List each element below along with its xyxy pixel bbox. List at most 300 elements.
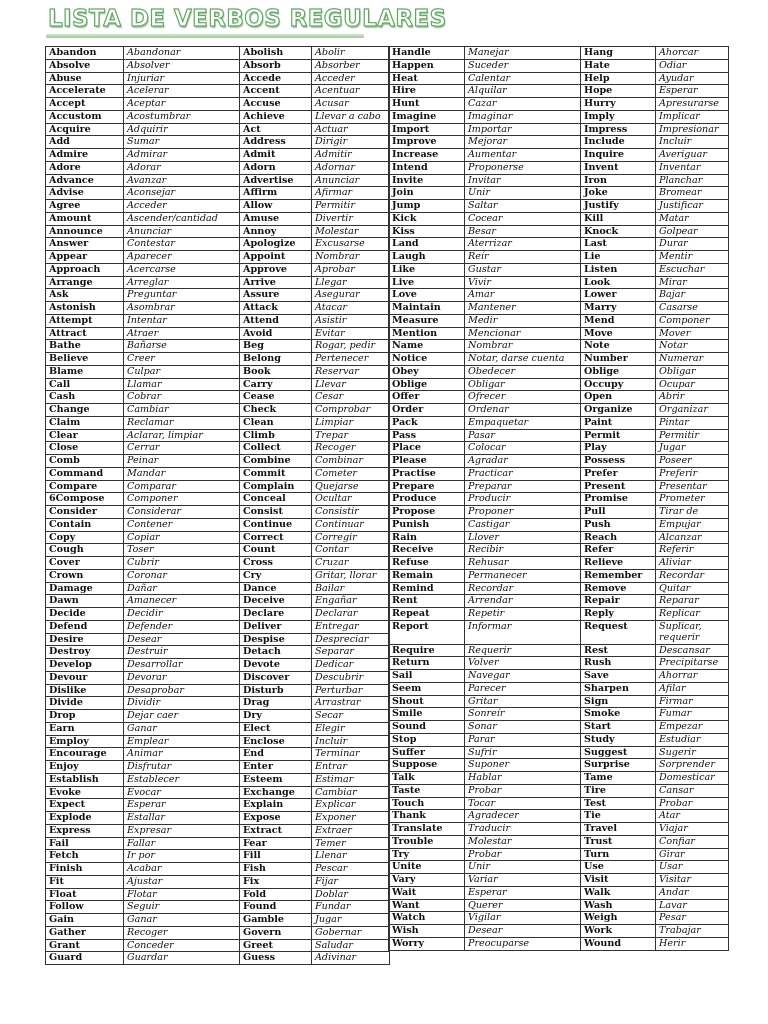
spanish-translation-cell: Amanecer xyxy=(124,595,240,608)
spanish-translation-cell: Unir xyxy=(465,861,581,874)
english-verb-cell: Seem xyxy=(389,682,465,695)
english-verb-cell: Remember xyxy=(581,569,656,582)
english-verb-cell: Answer xyxy=(46,238,124,251)
spanish-translation-cell: Combinar xyxy=(312,455,390,468)
spanish-translation-cell: Atacar xyxy=(312,302,390,315)
spanish-translation-cell: Absolver xyxy=(124,59,240,72)
english-verb-cell: Order xyxy=(389,404,465,417)
spanish-translation-cell: Anunciar xyxy=(124,225,240,238)
spanish-translation-cell: Tocar xyxy=(465,797,581,810)
english-verb-cell: Advance xyxy=(46,174,124,187)
english-verb-cell: Marry xyxy=(581,302,656,315)
table-row xyxy=(46,863,390,876)
table-row xyxy=(46,404,390,417)
english-verb-cell: Expect xyxy=(46,799,124,812)
spanish-translation-cell: Sufrir xyxy=(465,746,581,759)
spanish-translation-cell: Replicar xyxy=(656,608,729,621)
english-verb-cell: Fix xyxy=(240,875,312,888)
spanish-translation-cell: Probar xyxy=(465,784,581,797)
english-verb-cell: Tame xyxy=(581,772,656,785)
table-row xyxy=(389,174,729,187)
english-verb-cell: Intend xyxy=(389,161,465,174)
english-verb-cell: Amount xyxy=(46,212,124,225)
english-verb-cell: Count xyxy=(240,544,312,557)
english-verb-cell: Thank xyxy=(389,810,465,823)
spanish-translation-cell: Dividir xyxy=(124,697,240,710)
table-row xyxy=(389,327,729,340)
table-row xyxy=(46,225,390,238)
english-verb-cell: Absolve xyxy=(46,59,124,72)
spanish-translation-cell: Seguir xyxy=(124,901,240,914)
table-row xyxy=(46,340,390,353)
table-row xyxy=(389,480,729,493)
english-verb-cell: Fear xyxy=(240,837,312,850)
english-verb-cell: Improve xyxy=(389,136,465,149)
table-row xyxy=(46,875,390,888)
spanish-translation-cell: Culpar xyxy=(124,365,240,378)
table-row xyxy=(46,72,390,85)
english-verb-cell: Watch xyxy=(389,912,465,925)
english-verb-cell: Crown xyxy=(46,569,124,582)
table-row xyxy=(46,786,390,799)
english-verb-cell: Occupy xyxy=(581,378,656,391)
spanish-translation-cell: Acelerar xyxy=(124,85,240,98)
spanish-translation-cell: Impresionar xyxy=(656,123,729,136)
spanish-translation-cell: Copiar xyxy=(124,531,240,544)
english-verb-cell: Carry xyxy=(240,378,312,391)
spanish-translation-cell: Nombrar xyxy=(312,251,390,264)
spanish-translation-cell: Confiar xyxy=(656,835,729,848)
spanish-translation-cell: Jugar xyxy=(312,914,390,927)
table-row xyxy=(389,47,729,60)
spanish-translation-cell: Desarrollar xyxy=(124,659,240,672)
table-row xyxy=(46,914,390,927)
english-verb-cell: Save xyxy=(581,670,656,683)
english-verb-cell: Continue xyxy=(240,518,312,531)
english-verb-cell: Look xyxy=(581,276,656,289)
spanish-translation-cell: Gritar xyxy=(465,695,581,708)
english-verb-cell: Repeat xyxy=(389,608,465,621)
spanish-translation-cell: Justificar xyxy=(656,200,729,213)
spanish-translation-cell: Poseer xyxy=(656,455,729,468)
spanish-translation-cell: Toser xyxy=(124,544,240,557)
english-verb-cell: Complain xyxy=(240,480,312,493)
spanish-translation-cell: Empujar xyxy=(656,518,729,531)
spanish-translation-cell: Traducir xyxy=(465,823,581,836)
english-verb-cell: Allow xyxy=(240,200,312,213)
spanish-translation-cell: Despreciar xyxy=(312,633,390,646)
table-row xyxy=(46,824,390,837)
table-row xyxy=(389,518,729,531)
english-verb-cell: Vary xyxy=(389,874,465,887)
english-verb-cell: Float xyxy=(46,888,124,901)
spanish-translation-cell: Averiguar xyxy=(656,149,729,162)
spanish-translation-cell: Considerar xyxy=(124,506,240,519)
english-verb-cell: Start xyxy=(581,721,656,734)
english-verb-cell: Hate xyxy=(581,59,656,72)
english-verb-cell: Help xyxy=(581,72,656,85)
english-verb-cell: Paint xyxy=(581,416,656,429)
english-verb-cell: Decide xyxy=(46,608,124,621)
english-verb-cell: Accustom xyxy=(46,110,124,123)
english-verb-cell: Punish xyxy=(389,518,465,531)
spanish-translation-cell: Flotar xyxy=(124,888,240,901)
spanish-translation-cell: Practicar xyxy=(465,467,581,480)
spanish-translation-cell: Desear xyxy=(124,633,240,646)
spanish-translation-cell: Implicar xyxy=(656,110,729,123)
table-row xyxy=(46,926,390,939)
spanish-translation-cell: Visitar xyxy=(656,874,729,887)
spanish-translation-cell: Quitar xyxy=(656,582,729,595)
english-verb-cell: Hire xyxy=(389,85,465,98)
spanish-translation-cell: Medir xyxy=(465,314,581,327)
spanish-translation-cell: Apresurarse xyxy=(656,98,729,111)
spanish-translation-cell: Saltar xyxy=(465,200,581,213)
english-verb-cell: Attend xyxy=(240,314,312,327)
table-row xyxy=(389,670,729,683)
english-verb-cell: Sign xyxy=(581,695,656,708)
spanish-translation-cell: Bañarse xyxy=(124,340,240,353)
english-verb-cell: Permit xyxy=(581,429,656,442)
english-verb-cell: Organize xyxy=(581,404,656,417)
spanish-translation-cell: Establecer xyxy=(124,773,240,786)
english-verb-cell: Lower xyxy=(581,289,656,302)
spanish-translation-cell: Tirar de xyxy=(656,506,729,519)
english-verb-cell: Cease xyxy=(240,391,312,404)
spanish-translation-cell: Cruzar xyxy=(312,557,390,570)
spanish-translation-cell: Probar xyxy=(656,797,729,810)
spanish-translation-cell: Absorber xyxy=(312,59,390,72)
english-verb-cell: Trouble xyxy=(389,835,465,848)
spanish-translation-cell: Fijar xyxy=(312,875,390,888)
spanish-translation-cell: Suplicar, requerir xyxy=(656,620,729,644)
english-verb-cell: Extract xyxy=(240,824,312,837)
english-verb-cell: Enjoy xyxy=(46,761,124,774)
spanish-translation-cell: Devorar xyxy=(124,671,240,684)
spanish-translation-cell: Explicar xyxy=(312,799,390,812)
english-verb-cell: Cough xyxy=(46,544,124,557)
english-verb-cell: Cash xyxy=(46,391,124,404)
spanish-translation-cell: Nombrar xyxy=(465,340,581,353)
spanish-translation-cell: Recordar xyxy=(465,582,581,595)
table-row xyxy=(46,531,390,544)
english-verb-cell: Cover xyxy=(46,557,124,570)
english-verb-cell: Admit xyxy=(240,149,312,162)
spanish-translation-cell: Divertir xyxy=(312,212,390,225)
spanish-translation-cell: Unir xyxy=(465,187,581,200)
table-row xyxy=(46,391,390,404)
table-row xyxy=(46,212,390,225)
english-verb-cell: Knock xyxy=(581,225,656,238)
spanish-translation-cell: Ganar xyxy=(124,914,240,927)
spanish-translation-cell: Ordenar xyxy=(465,404,581,417)
table-row xyxy=(389,467,729,480)
english-verb-cell: Mention xyxy=(389,327,465,340)
spanish-translation-cell: Inventar xyxy=(656,161,729,174)
table-row xyxy=(389,391,729,404)
spanish-translation-cell: Adivinar xyxy=(312,952,390,965)
table-row xyxy=(389,595,729,608)
english-verb-cell: Declare xyxy=(240,608,312,621)
spanish-translation-cell: Dirigir xyxy=(312,136,390,149)
spanish-translation-cell: Sugerir xyxy=(656,746,729,759)
spanish-translation-cell: Golpear xyxy=(656,225,729,238)
spanish-translation-cell: Guardar xyxy=(124,952,240,965)
english-verb-cell: Dry xyxy=(240,710,312,723)
english-verb-cell: Taste xyxy=(389,784,465,797)
spanish-translation-cell: Injuriar xyxy=(124,72,240,85)
table-row xyxy=(46,493,390,506)
table-row xyxy=(389,937,729,950)
spanish-translation-cell: Casarse xyxy=(656,302,729,315)
table-row xyxy=(46,620,390,633)
spanish-translation-cell: Bromear xyxy=(656,187,729,200)
title-underline xyxy=(46,34,364,38)
spanish-translation-cell: Trepar xyxy=(312,429,390,442)
spanish-translation-cell: Desear xyxy=(465,925,581,938)
spanish-translation-cell: Llenar xyxy=(312,850,390,863)
spanish-translation-cell: Recibir xyxy=(465,544,581,557)
table-row xyxy=(389,544,729,557)
english-verb-cell: Defend xyxy=(46,620,124,633)
english-verb-cell: Imply xyxy=(581,110,656,123)
spanish-translation-cell: Admitir xyxy=(312,149,390,162)
english-verb-cell: Hurry xyxy=(581,98,656,111)
spanish-translation-cell: Informar xyxy=(465,620,581,644)
spanish-translation-cell: Contestar xyxy=(124,238,240,251)
english-verb-cell: Approve xyxy=(240,263,312,276)
table-row xyxy=(389,708,729,721)
spanish-translation-cell: Sorprender xyxy=(656,759,729,772)
english-verb-cell: Remove xyxy=(581,582,656,595)
english-verb-cell: Wash xyxy=(581,899,656,912)
spanish-translation-cell: Engañar xyxy=(312,595,390,608)
english-verb-cell: Avoid xyxy=(240,327,312,340)
english-verb-cell: Refuse xyxy=(389,557,465,570)
spanish-translation-cell: Probar xyxy=(465,848,581,861)
spanish-translation-cell: Fumar xyxy=(656,708,729,721)
spanish-translation-cell: Descansar xyxy=(656,644,729,657)
table-row xyxy=(46,161,390,174)
spanish-translation-cell: Cerrar xyxy=(124,442,240,455)
spanish-translation-cell: Adornar xyxy=(312,161,390,174)
english-verb-cell: Test xyxy=(581,797,656,810)
english-verb-cell: Finish xyxy=(46,863,124,876)
spanish-translation-cell: Empaquetar xyxy=(465,416,581,429)
english-verb-cell: Establish xyxy=(46,773,124,786)
spanish-translation-cell: Precipitarse xyxy=(656,657,729,670)
english-verb-cell: Smile xyxy=(389,708,465,721)
spanish-translation-cell: Entrar xyxy=(312,761,390,774)
english-verb-cell: Copy xyxy=(46,531,124,544)
spanish-translation-cell: Reservar xyxy=(312,365,390,378)
english-verb-cell: Fetch xyxy=(46,850,124,863)
spanish-translation-cell: Parar xyxy=(465,733,581,746)
spanish-translation-cell: Pesar xyxy=(656,912,729,925)
spanish-translation-cell: Aparecer xyxy=(124,251,240,264)
english-verb-cell: Deliver xyxy=(240,620,312,633)
spanish-translation-cell: Ofrecer xyxy=(465,391,581,404)
spanish-translation-cell: Mejorar xyxy=(465,136,581,149)
table-row xyxy=(389,149,729,162)
spanish-translation-cell: Organizar xyxy=(656,404,729,417)
table-row xyxy=(389,442,729,455)
spanish-translation-cell: Cocear xyxy=(465,212,581,225)
english-verb-cell: Possess xyxy=(581,455,656,468)
english-verb-cell: Ask xyxy=(46,289,124,302)
spanish-translation-cell: Calentar xyxy=(465,72,581,85)
english-verb-cell: Employ xyxy=(46,735,124,748)
spanish-translation-cell: Sonar xyxy=(465,721,581,734)
spanish-translation-cell: Llevar xyxy=(312,378,390,391)
spanish-translation-cell: Escuchar xyxy=(656,263,729,276)
spanish-translation-cell: Aliviar xyxy=(656,557,729,570)
spanish-translation-cell: Matar xyxy=(656,212,729,225)
spanish-translation-cell: Pescar xyxy=(312,863,390,876)
english-verb-cell: Guess xyxy=(240,952,312,965)
spanish-translation-cell: Mirar xyxy=(656,276,729,289)
english-verb-cell: Want xyxy=(389,899,465,912)
english-verb-cell: Adore xyxy=(46,161,124,174)
english-verb-cell: Abolish xyxy=(240,47,312,60)
spanish-translation-cell: Preocuparse xyxy=(465,937,581,950)
table-row xyxy=(389,848,729,861)
english-verb-cell: Destroy xyxy=(46,646,124,659)
spanish-translation-cell: Llegar xyxy=(312,276,390,289)
table-row xyxy=(389,557,729,570)
english-verb-cell: Blame xyxy=(46,365,124,378)
table-row xyxy=(46,557,390,570)
table-row xyxy=(46,569,390,582)
spanish-translation-cell: Aprobar xyxy=(312,263,390,276)
table-row xyxy=(389,455,729,468)
spanish-translation-cell: Prometer xyxy=(656,493,729,506)
spanish-translation-cell: Vigilar xyxy=(465,912,581,925)
table-row xyxy=(46,187,390,200)
table-row xyxy=(46,200,390,213)
english-verb-cell: Play xyxy=(581,442,656,455)
english-verb-cell: Fish xyxy=(240,863,312,876)
spanish-translation-cell: Girar xyxy=(656,848,729,861)
table-row xyxy=(46,276,390,289)
english-verb-cell: Sail xyxy=(389,670,465,683)
english-verb-cell: Call xyxy=(46,378,124,391)
english-verb-cell: Handle xyxy=(389,47,465,60)
spanish-translation-cell: Reparar xyxy=(656,595,729,608)
spanish-translation-cell: Mantener xyxy=(465,302,581,315)
spanish-translation-cell: Decidir xyxy=(124,608,240,621)
table-row xyxy=(389,263,729,276)
english-verb-cell: Collect xyxy=(240,442,312,455)
spanish-translation-cell: Comparar xyxy=(124,480,240,493)
table-row xyxy=(46,799,390,812)
spanish-translation-cell: Acentuar xyxy=(312,85,390,98)
verb-table-right xyxy=(388,46,729,951)
english-verb-cell: Claim xyxy=(46,416,124,429)
english-verb-cell: Encourage xyxy=(46,748,124,761)
spanish-translation-cell: Separar xyxy=(312,646,390,659)
table-row xyxy=(389,797,729,810)
english-verb-cell: Apologize xyxy=(240,238,312,251)
table-row xyxy=(46,812,390,825)
english-verb-cell: Affirm xyxy=(240,187,312,200)
table-row xyxy=(46,353,390,366)
english-verb-cell: Devote xyxy=(240,659,312,672)
table-row xyxy=(46,901,390,914)
table-row xyxy=(389,416,729,429)
table-row xyxy=(389,912,729,925)
table-row xyxy=(389,353,729,366)
spanish-translation-cell: Aclarar, limpiar xyxy=(124,429,240,442)
english-verb-cell: Hope xyxy=(581,85,656,98)
spanish-translation-cell: Ayudar xyxy=(656,72,729,85)
table-row xyxy=(389,225,729,238)
table-row xyxy=(389,721,729,734)
spanish-translation-cell: Llevar a cabo xyxy=(312,110,390,123)
spanish-translation-cell: Cometer xyxy=(312,467,390,480)
spanish-translation-cell: Permitir xyxy=(656,429,729,442)
english-verb-cell: Explode xyxy=(46,812,124,825)
table-row xyxy=(46,174,390,187)
spanish-translation-cell: Esperar xyxy=(124,799,240,812)
spanish-translation-cell: Hablar xyxy=(465,772,581,785)
english-verb-cell: Enter xyxy=(240,761,312,774)
table-row xyxy=(46,455,390,468)
table-row xyxy=(389,925,729,938)
english-verb-cell: Fit xyxy=(46,875,124,888)
table-row xyxy=(389,733,729,746)
english-verb-cell: Annoy xyxy=(240,225,312,238)
spanish-translation-cell: Invitar xyxy=(465,174,581,187)
table-row xyxy=(389,569,729,582)
english-verb-cell: Obey xyxy=(389,365,465,378)
english-verb-cell: Fail xyxy=(46,837,124,850)
table-row xyxy=(46,238,390,251)
spanish-translation-cell: Ocupar xyxy=(656,378,729,391)
spanish-translation-cell: Permanecer xyxy=(465,569,581,582)
spanish-translation-cell: Afilar xyxy=(656,682,729,695)
spanish-translation-cell: Ahorcar xyxy=(656,47,729,60)
english-verb-cell: Study xyxy=(581,733,656,746)
table-row xyxy=(389,644,729,657)
english-verb-cell: Reach xyxy=(581,531,656,544)
spanish-translation-cell: Comprobar xyxy=(312,404,390,417)
spanish-translation-cell: Obligar xyxy=(465,378,581,391)
table-row xyxy=(389,861,729,874)
spanish-translation-cell: Preguntar xyxy=(124,289,240,302)
table-row xyxy=(389,161,729,174)
spanish-translation-cell: Mover xyxy=(656,327,729,340)
english-verb-cell: Push xyxy=(581,518,656,531)
spanish-translation-cell: Imaginar xyxy=(465,110,581,123)
spanish-translation-cell: Limpiar xyxy=(312,416,390,429)
table-row xyxy=(46,952,390,965)
english-verb-cell: Include xyxy=(581,136,656,149)
english-verb-cell: Comb xyxy=(46,455,124,468)
table-row xyxy=(389,378,729,391)
spanish-translation-cell: Alquilar xyxy=(465,85,581,98)
english-verb-cell: Divide xyxy=(46,697,124,710)
english-verb-cell: Trust xyxy=(581,835,656,848)
spanish-translation-cell: Trabajar xyxy=(656,925,729,938)
english-verb-cell: Happen xyxy=(389,59,465,72)
english-verb-cell: Reply xyxy=(581,608,656,621)
english-verb-cell: Enclose xyxy=(240,735,312,748)
table-row xyxy=(389,657,729,670)
table-row xyxy=(46,59,390,72)
spanish-translation-cell: Coronar xyxy=(124,569,240,582)
english-verb-cell: Promise xyxy=(581,493,656,506)
